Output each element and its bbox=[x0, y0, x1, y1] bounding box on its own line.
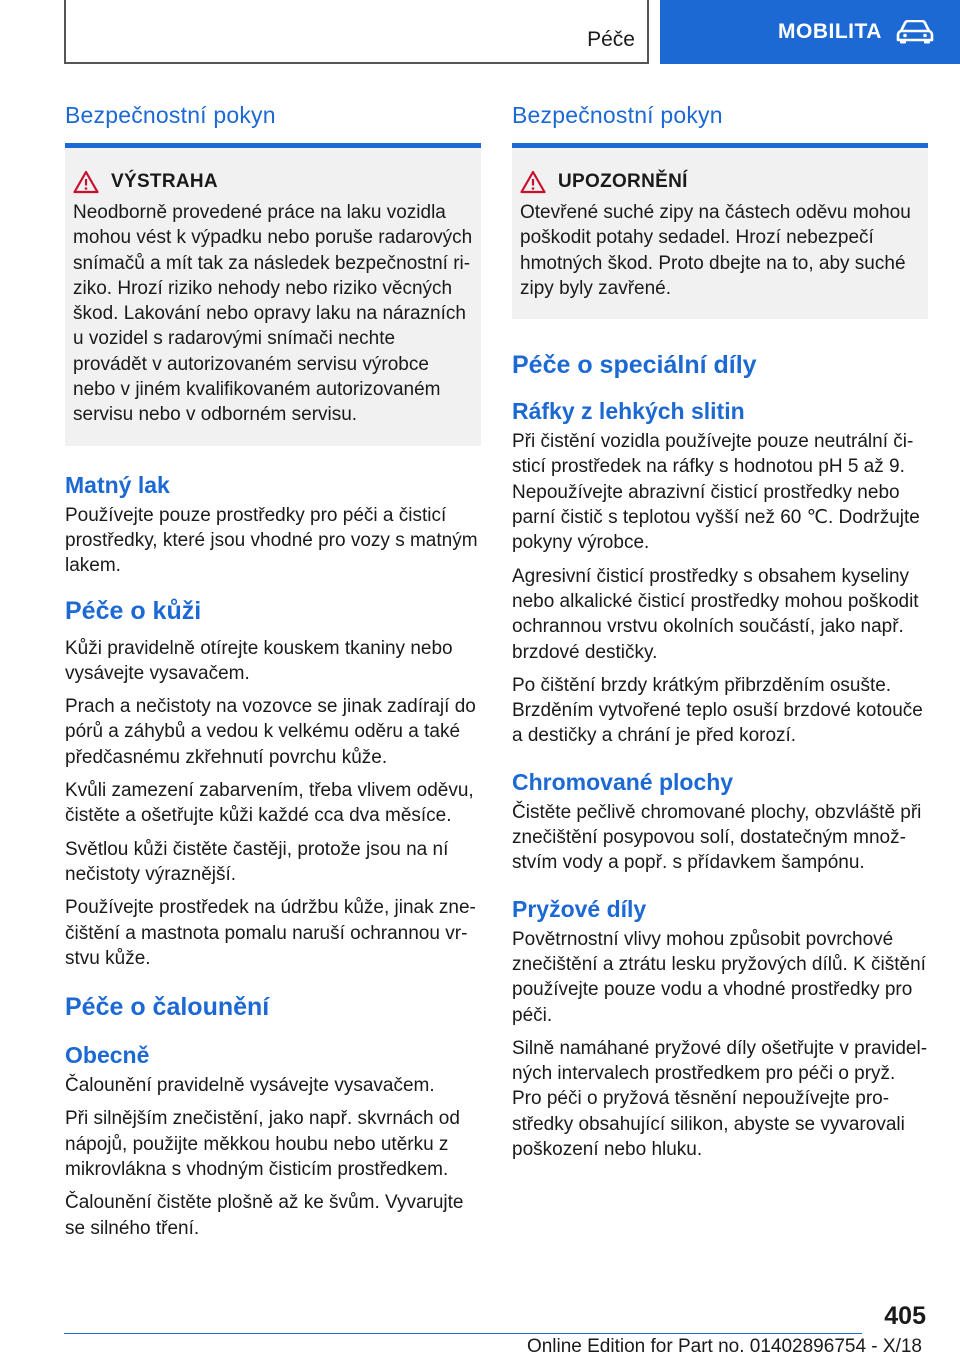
chrome-surfaces-heading: Chromované plochy bbox=[512, 768, 734, 795]
paragraph: Při silnějším znečistění, jako např. skvrnách od nápojů, použijte měkkou houbu nebo utěrku z mikrovlákna s vhodným čisticím prostředkem. bbox=[65, 1108, 460, 1181]
paragraph: Čistěte pečlivě chromované plochy, obzvláště při znečištění posypovou solí, dostatečným množstvím vody a popř. s přídavkem šampónu. bbox=[512, 801, 922, 874]
notice-text: Neodborně provedené práce na laku vozidla mohou vést k výpadku nebo poruše radarových snímačů a mít tak za následek bezpečnostní riziko. Hrozí riziko nehody nebo riziko věcných škod. Lakování nebo opravy laku na nárazních u vozidel s radarovými snímači nechte provádět v autorizovaném servisu výrobce nebo v jiném kvalifikovaném autorizovaném servisu nebo v odborném servisu. bbox=[73, 202, 473, 426]
header-section-label: Péče bbox=[587, 28, 635, 51]
leather-care-heading: Péče o kůži bbox=[65, 596, 202, 625]
notice-header bbox=[520, 170, 920, 194]
paragraph: Po čištění brzdy krátkým přibrzděním osušte. Brzděním vytvořené teplo osuší brzdové kotouče a destičky a chrání je před korozí. bbox=[512, 674, 923, 747]
warning-triangle-icon bbox=[73, 170, 99, 194]
paragraph: Používejte pouze prostředky pro péči a čisticí prostředky, které jsou vhodné pro vozy s matným lakem. bbox=[65, 504, 478, 577]
paragraph: Silně namáhané pryžové díly ošetřujte v pravidelných intervalech prostředkem pro péči o pryž. Pro péči o pryžová těsnění nepoužívejte prostředky obsahující silikon, abyste se vyvarovali poškození nebo hluku. bbox=[512, 1037, 928, 1161]
paragraph: Povětrnostní vlivy mohou způsobit povrchové znečištění a ztrátu lesku pryžových dílů. K čištění používejte pouze vodu a vhodné prostředky pro péči. bbox=[512, 928, 926, 1026]
header-section-box bbox=[64, 0, 649, 64]
header-chapter-tab bbox=[660, 0, 960, 64]
notice-text: Otevřené suché zipy na částech oděvu mohou poškodit potahy sedadel. Hrozí nebezpečí hmotných škod. Proto dbejte na to, aby suché zipy byly zavřené. bbox=[520, 202, 911, 299]
footer-edition: Online Edition for Part no. 01402896754 - X/18 bbox=[526, 1336, 922, 1357]
paragraph: Čalounění pravidelně vysávejte vysavačem. bbox=[65, 1075, 435, 1097]
special-parts-heading: Péče o speciální díly bbox=[512, 351, 757, 380]
safety-notice-title: Bezpečnostní pokyn bbox=[65, 102, 276, 128]
paragraph: Čalounění čistěte plošně až ke švům. Vyvarujte se silného tření. bbox=[65, 1192, 464, 1239]
general-subheading: Obecně bbox=[65, 1042, 150, 1069]
car-icon bbox=[896, 20, 934, 44]
upholstery-care-heading: Péče o čalounění bbox=[65, 993, 270, 1022]
page-header bbox=[0, 0, 960, 66]
alloy-rims-heading: Ráfky z lehkých slitin bbox=[512, 398, 745, 425]
notice-title: VÝSTRAHA bbox=[111, 171, 218, 192]
matte-paint-heading: Matný lak bbox=[65, 471, 170, 498]
paragraph: Prach a nečistoty na vozovce se jinak zadírají do pórů a záhybů a vedou k velkému oděru a také předčasnému zkřehnutí povrchu kůže. bbox=[65, 696, 476, 768]
notice-header bbox=[73, 170, 473, 194]
footer-rule bbox=[64, 1333, 862, 1334]
notice-title: UPOZORNĚNÍ bbox=[558, 171, 688, 192]
caution-notice bbox=[512, 148, 928, 319]
warning-triangle-icon bbox=[520, 170, 546, 194]
header-chapter-label: MOBILITA bbox=[778, 20, 882, 43]
warning-notice bbox=[65, 148, 481, 446]
paragraph: Kůži pravidelně otírejte kouskem tkaniny nebo vysávejte vysavačem. bbox=[65, 637, 453, 684]
paragraph: Používejte prostředek na údržbu kůže, jinak znečištění a mastnota pomalu naruší ochrannou vrstvu kůže. bbox=[65, 897, 476, 969]
paragraph: Při čistění vozidla používejte pouze neutrální čisticí prostředek na ráfky s hodnotou pH 5 až 9. Nepoužívejte abrazivní čisticí prostředky nebo parní čistič s teplotou vyšší než 60 ℃. Dodržujte pokyny výrobce. bbox=[512, 431, 920, 554]
paragraph: Agresivní čisticí prostředky s obsahem kyseliny nebo alkalické čisticí prostředky mohou poškodit ochrannou vrstvu okolních součástí, jako např. brzdové destičky. bbox=[512, 565, 919, 663]
page-number: 405 bbox=[884, 1302, 926, 1330]
safety-notice-title: Bezpečnostní pokyn bbox=[512, 102, 723, 128]
right-column bbox=[512, 100, 928, 1170]
rubber-parts-heading: Pryžové díly bbox=[512, 895, 647, 922]
paragraph: Kvůli zamezení zabarvením, třeba vlivem oděvu, čistěte a ošetřujte kůži každé cca dva měsíce. bbox=[65, 780, 474, 827]
paragraph: Světlou kůži čistěte častěji, protože jsou na ní nečistoty výraznější. bbox=[65, 838, 449, 885]
left-column bbox=[65, 100, 481, 1249]
